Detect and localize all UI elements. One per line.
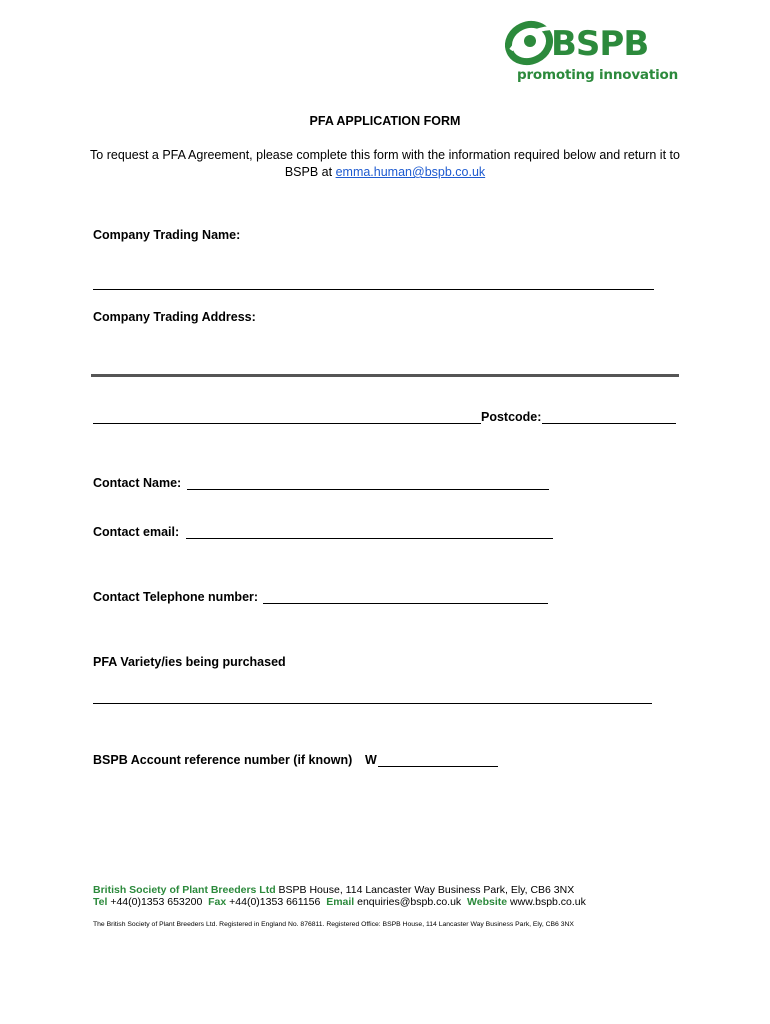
footer-fax: +44(0)1353 661156 [229, 896, 321, 908]
postcode-label: Postcode: [481, 410, 542, 424]
footer-tel-label: Tel [93, 896, 108, 908]
footer-registration: The British Society of Plant Breeders Ltd. Registered in England No. 876811. Registered Office: BSPB House, 114 Lancaster Way Business Park, Ely, CB6 3NX [93, 921, 574, 928]
form-title: PFA APPLICATION FORM [309, 114, 461, 128]
form-intro [90, 147, 680, 181]
account-ref-field[interactable] [378, 766, 498, 767]
footer-website[interactable]: www.bspb.co.uk [510, 896, 586, 908]
logo-tagline: promoting innovation [517, 67, 678, 83]
postcode-field[interactable] [542, 423, 676, 424]
company-name-label: Company Trading Name: [93, 228, 241, 242]
company-address-line-2[interactable] [93, 423, 481, 424]
footer-website-label: Website [467, 896, 508, 908]
footer-org-name: British Society of Plant Breeders Ltd [93, 884, 276, 896]
variety-label: PFA Variety/ies being purchased [93, 655, 286, 669]
company-address-field[interactable] [91, 374, 679, 377]
account-ref-prefix: W [365, 753, 377, 767]
intro-text: To request a PFA Agreement, please complete this form with the information required below and return it to BSPB at [90, 148, 680, 179]
footer-email-label: Email [326, 896, 355, 908]
variety-field[interactable] [93, 703, 652, 704]
contact-email-field[interactable] [186, 538, 553, 539]
logo-wordmark: BSPB [551, 24, 649, 64]
intro-email-link[interactable]: emma.human@bspb.co.uk [335, 165, 486, 179]
footer-tel: +44(0)1353 653200 [110, 896, 203, 908]
footer-fax-label: Fax [208, 896, 227, 908]
company-address-label: Company Trading Address: [93, 310, 256, 324]
bspb-logo [505, 20, 678, 86]
company-name-field[interactable] [93, 289, 654, 290]
contact-name-label: Contact Name: [93, 476, 182, 490]
contact-phone-field[interactable] [263, 603, 548, 604]
footer-contact [93, 884, 586, 908]
bspb-leaf-logo-icon [505, 20, 557, 66]
contact-email-label: Contact email: [93, 525, 180, 539]
footer-email[interactable]: enquiries@bspb.co.uk [357, 896, 462, 908]
footer-address: BSPB House, 114 Lancaster Way Business Park, Ely, CB6 3NX [278, 884, 575, 896]
contact-phone-label: Contact Telephone number: [93, 590, 259, 604]
contact-name-field[interactable] [187, 489, 549, 490]
account-ref-label: BSPB Account reference number (if known) [93, 753, 353, 767]
